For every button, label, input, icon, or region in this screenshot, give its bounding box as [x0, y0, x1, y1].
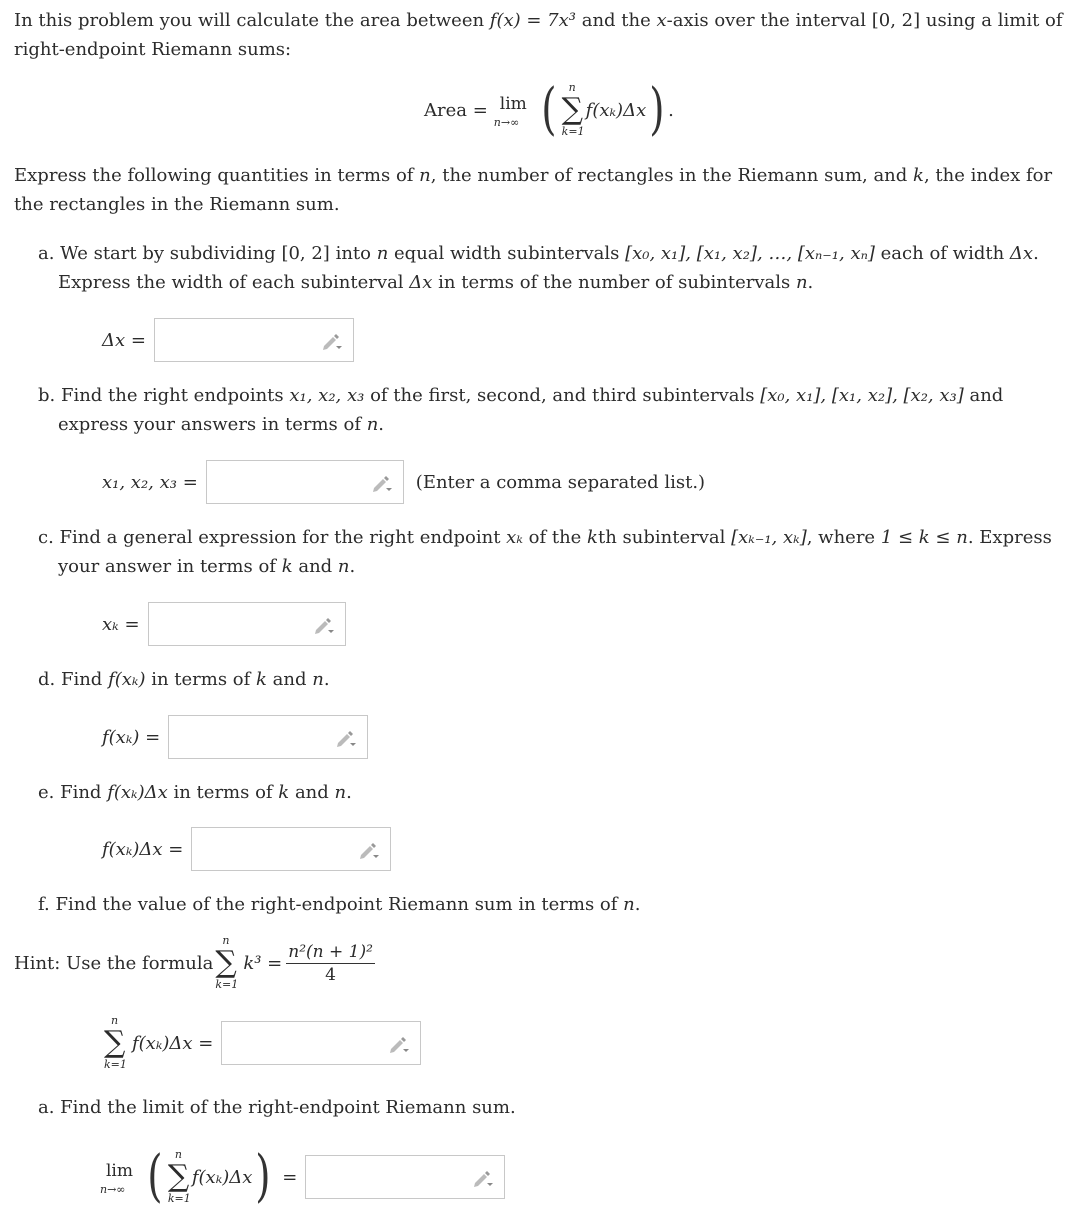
riemann-sum-input[interactable]: [222, 1022, 420, 1064]
limit-operator: lim n→∞: [100, 1161, 133, 1196]
part-c-question: c. Find a general expression for the right endpoint xₖ of the kth subinterval [xₖ₋₁, xₖ], where 1 ≤ k ≤ n. Express your answer in terms of k and n.: [38, 527, 1052, 577]
limit-answer-box[interactable]: [305, 1155, 505, 1199]
sigma-operator: n ∑ k=1: [104, 1014, 127, 1071]
part-limit-question: a. Find the limit of the right-endpoint Riemann sum.: [38, 1097, 516, 1118]
area-label: Area =: [424, 99, 488, 121]
express-paragraph: Express the following quantities in terms of n, the number of rectangles in the Riemann sum, and k, the index for the rectangles in the Riemann sum.: [14, 165, 1053, 215]
part-b-answer-row: [102, 460, 705, 504]
f-xk-label: f(xₖ) =: [102, 726, 161, 748]
f-xk-answer-box[interactable]: [168, 715, 368, 759]
delta-x-input[interactable]: [155, 319, 353, 361]
left-paren: (: [541, 77, 557, 142]
endpoints-label: x₁, x₂, x₃ =: [102, 471, 198, 493]
intro-paragraph: In this problem you will calculate the area between f(x) = 7x³ and the x-axis over the interval [0, 2] using a limit of right-endpoint Riemann sums:: [14, 10, 1063, 60]
f-xk-input[interactable]: [169, 716, 367, 758]
function-expression: f(x) = 7x³: [489, 10, 576, 31]
part-e-answer-row: [102, 827, 391, 871]
hint-text: Hint: Use the formula: [14, 952, 214, 974]
part-f-answer-row: [102, 1014, 421, 1071]
xk-label: xₖ =: [102, 613, 140, 635]
area-formula: Area = lim n→∞ ( n ∑ k=1 f(xₖ)Δx ) .: [424, 77, 674, 142]
endpoints-input[interactable]: [207, 461, 403, 503]
summand: f(xₖ)Δx: [585, 99, 647, 121]
part-d-answer-row: [102, 715, 368, 759]
sigma-operator: n ∑ k=1: [215, 934, 239, 991]
intro-text: In this problem you will calculate the area between: [14, 10, 490, 31]
part-b-question: b. Find the right endpoints x₁, x₂, x₃ of the first, second, and third subintervals [x₀, x₁], [x₁, x₂], [x₂, x₃] and express your answers in terms of n.: [38, 385, 1004, 435]
left-paren: (: [147, 1144, 163, 1209]
f-xk-dx-input[interactable]: [192, 828, 390, 870]
f-xk-dx-label: f(xₖ)Δx =: [102, 838, 184, 860]
limit-operator: lim n→∞: [493, 94, 527, 129]
sigma-operator: n ∑ k=1: [561, 81, 585, 138]
part-f-question: f. Find the value of the right-endpoint Riemann sum in terms of n.: [38, 894, 641, 915]
xk-input[interactable]: [149, 603, 345, 645]
comma-list-note: (Enter a comma separated list.): [415, 471, 706, 493]
part-e-question: e. Find f(xₖ)Δx in terms of k and n.: [38, 782, 352, 803]
delta-x-answer-box[interactable]: [154, 318, 354, 362]
sigma-operator: n ∑ k=1: [167, 1148, 191, 1205]
right-paren: ): [255, 1144, 272, 1209]
right-paren: ): [649, 77, 665, 142]
part-limit-answer-row: lim n→∞ ( n ∑ k=1 f(xₖ)Δx ) =: [100, 1149, 505, 1205]
hint-fraction: $\frac{\text{n²(n + 1)²}}{4}$: [288, 941, 373, 985]
endpoints-answer-box[interactable]: [206, 460, 404, 504]
part-a-question: a. We start by subdividing [0, 2] into n equal width subintervals [x₀, x₁], [x₁, x₂], …, [xₙ₋₁, xₙ] each of width Δx. Express the width of each subinterval Δx in terms of the number of subintervals n.: [38, 243, 1039, 293]
part-d-question: d. Find f(xₖ) in terms of k and n.: [38, 669, 330, 690]
f-xk-dx-answer-box[interactable]: [191, 827, 391, 871]
limit-input[interactable]: [306, 1156, 504, 1198]
riemann-sum-answer-box[interactable]: [221, 1021, 421, 1065]
part-a-answer-row: [102, 318, 354, 362]
part-c-answer-row: [102, 602, 346, 646]
hint: Hint: Use the formula n ∑ k=1 k³ = $\frac{\text{n²(n + 1)²}}{4}$: [14, 934, 373, 991]
interval: [0, 2]: [871, 10, 921, 31]
delta-x-label: Δx =: [102, 329, 146, 351]
riemann-sum-label: f(xₖ)Δx =: [132, 1032, 214, 1054]
xk-answer-box[interactable]: [148, 602, 346, 646]
